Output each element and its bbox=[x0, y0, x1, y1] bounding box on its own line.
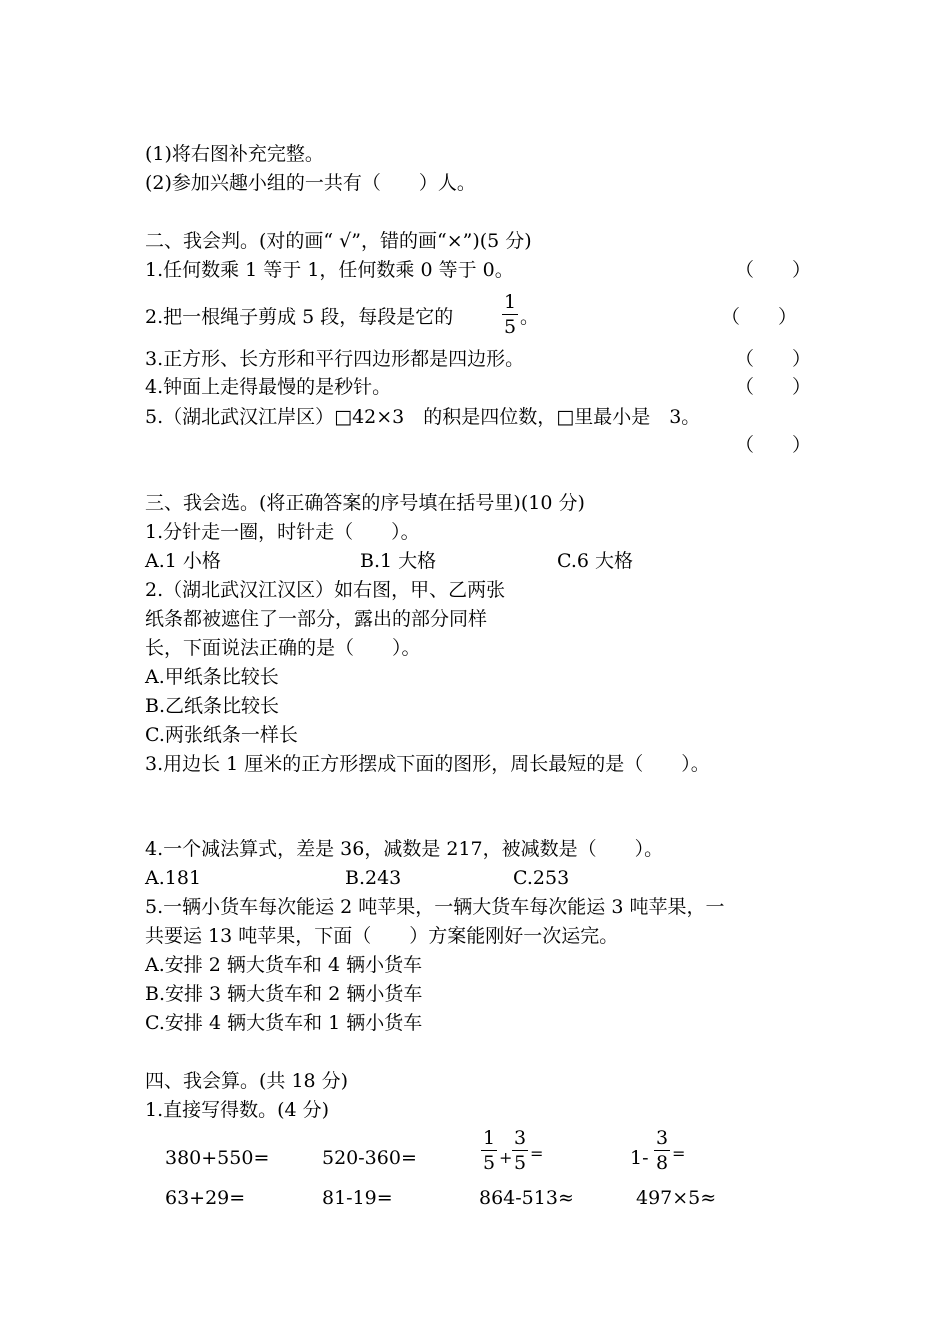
fraction-bar bbox=[481, 1150, 497, 1151]
calc-item-5: 63+29= bbox=[165, 1187, 246, 1209]
judge-q1: 1.任何数乘 1 等于 1，任何数乘 0 等于 0。 bbox=[145, 259, 514, 281]
judge-q1-paren: （ ） bbox=[735, 259, 812, 281]
calc-item-7: 864-513≈ bbox=[479, 1187, 574, 1209]
judge-q2-text: 2.把一根绳子剪成 5 段，每段是它的 bbox=[145, 306, 454, 328]
fraction-denominator: 8 bbox=[655, 1152, 669, 1174]
plus-sign: + bbox=[499, 1148, 513, 1167]
judge-q4-paren: （ ） bbox=[735, 376, 812, 398]
choice-q1-option-c: C.6 大格 bbox=[557, 550, 634, 572]
choice-q4-option-c: C.253 bbox=[513, 867, 570, 889]
fraction-numerator: 3 bbox=[655, 1127, 669, 1149]
calc-item-1: 380+550= bbox=[165, 1147, 270, 1169]
calc-item-6: 81-19= bbox=[322, 1187, 393, 1209]
intro-line-2: (2)参加兴趣小组的一共有（ ）人。 bbox=[145, 172, 476, 194]
calc-item-4-fraction bbox=[652, 1126, 672, 1175]
fraction-denominator: 5 bbox=[482, 1152, 496, 1174]
choice-q1: 1.分针走一圈，时针走（ ）。 bbox=[145, 521, 420, 543]
choice-q4: 4.一个减法算式，差是 36，减数是 217，被减数是（ ）。 bbox=[145, 838, 664, 860]
judge-q3-paren: （ ） bbox=[735, 348, 812, 370]
section-4-title: 四、我会算。(共 18 分) bbox=[145, 1070, 349, 1092]
fraction-bar bbox=[512, 1150, 528, 1151]
fraction-bar bbox=[502, 314, 518, 315]
choice-q2-option-a: A.甲纸条比较长 bbox=[145, 666, 279, 688]
equals-sign: = bbox=[530, 1144, 544, 1163]
calc-item-8: 497×5≈ bbox=[636, 1187, 717, 1209]
choice-q2-line-3: 长，下面说法正确的是（ ）。 bbox=[145, 637, 421, 659]
fraction-bar bbox=[654, 1150, 670, 1151]
choice-q1-option-a: A.1 小格 bbox=[145, 550, 221, 572]
judge-q5-paren: （ ） bbox=[735, 434, 812, 456]
choice-q1-option-b: B.1 大格 bbox=[360, 550, 437, 572]
fraction-numerator: 1 bbox=[503, 291, 517, 313]
choice-q5-option-b: B.安排 3 辆大货车和 2 辆小货车 bbox=[145, 983, 423, 1005]
fraction-denominator: 5 bbox=[503, 316, 517, 338]
choice-q5-option-a: A.安排 2 辆大货车和 4 辆小货车 bbox=[145, 954, 423, 976]
judge-q5: 5.（湖北武汉江岸区）□42×3 的积是四位数，□里最小是 3。 bbox=[145, 406, 701, 428]
judge-q3: 3.正方形、长方形和平行四边形都是四边形。 bbox=[145, 348, 525, 370]
choice-q2-line-1: 2.（湖北武汉江汉区）如右图，甲、乙两张 bbox=[145, 579, 506, 601]
section-3-title: 三、我会选。(将正确答案的序号填在括号里)(10 分) bbox=[145, 492, 585, 514]
calc-item-4-prefix: 1- bbox=[630, 1147, 649, 1169]
choice-q4-option-b: B.243 bbox=[345, 867, 402, 889]
calc-item-3-fraction-b bbox=[510, 1126, 530, 1175]
section-2-title: 二、我会判。(对的画“ √”，错的画“×”)(5 分) bbox=[145, 230, 532, 252]
fraction-denominator: 5 bbox=[513, 1152, 527, 1174]
equals-sign: = bbox=[672, 1144, 686, 1163]
judge-q2 bbox=[145, 305, 453, 329]
choice-q5-option-c: C.安排 4 辆大货车和 1 辆小货车 bbox=[145, 1012, 423, 1034]
choice-q5-line-1: 5.一辆小货车每次能运 2 吨苹果，一辆大货车每次能运 3 吨苹果，一 bbox=[145, 896, 725, 918]
choice-q2-option-b: B.乙纸条比较长 bbox=[145, 695, 280, 717]
judge-q4: 4.钟面上走得最慢的是秒针。 bbox=[145, 376, 392, 398]
calc-q1: 1.直接写得数。(4 分) bbox=[145, 1099, 330, 1121]
judge-q2-fraction bbox=[500, 290, 520, 339]
choice-q2-line-2: 纸条都被遮住了一部分，露出的部分同样 bbox=[145, 608, 488, 630]
judge-q2-paren: （ ） bbox=[721, 306, 798, 328]
choice-q4-option-a: A.181 bbox=[145, 867, 202, 889]
calc-item-3-fraction-a bbox=[479, 1126, 499, 1175]
choice-q5-line-2: 共要运 13 吨苹果，下面（ ）方案能刚好一次运完。 bbox=[145, 925, 619, 947]
fraction-numerator: 3 bbox=[513, 1127, 527, 1149]
choice-q3: 3.用边长 1 厘米的正方形摆成下面的图形，周长最短的是（ ）。 bbox=[145, 753, 710, 775]
judge-q2-period: 。 bbox=[520, 306, 540, 328]
calc-item-2: 520-360= bbox=[322, 1147, 417, 1169]
intro-line-1: (1)将右图补充完整。 bbox=[145, 143, 324, 165]
choice-q2-option-c: C.两张纸条一样长 bbox=[145, 724, 298, 746]
fraction-numerator: 1 bbox=[482, 1127, 496, 1149]
